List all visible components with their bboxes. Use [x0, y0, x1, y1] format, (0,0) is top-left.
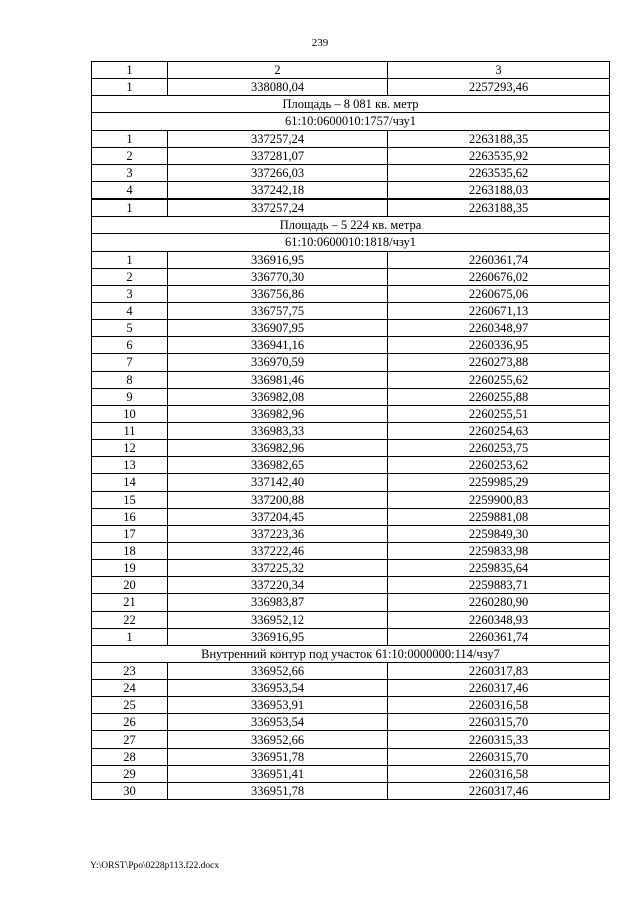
y-coordinate-cell: 2260315,33 — [388, 731, 610, 748]
table-row — [92, 302, 610, 319]
y-coordinate-cell: 2257293,46 — [388, 79, 610, 96]
x-coordinate-cell: 336770,30 — [168, 268, 388, 285]
table-row — [92, 130, 610, 147]
table-row — [92, 199, 610, 217]
table-row — [92, 268, 610, 285]
y-coordinate-cell: 2259985,29 — [388, 474, 610, 491]
x-coordinate-cell: 336916,95 — [168, 251, 388, 268]
point-number-cell: 25 — [92, 697, 168, 714]
y-coordinate-cell: 2260676,02 — [388, 268, 610, 285]
point-number-cell: 6 — [92, 337, 168, 354]
table-row — [92, 457, 610, 474]
x-coordinate-cell: 336916,95 — [168, 628, 388, 645]
table-caption-row — [92, 645, 610, 662]
x-coordinate-cell: 336983,87 — [168, 594, 388, 611]
table-row — [92, 164, 610, 181]
y-coordinate-cell: 2263188,35 — [388, 130, 610, 147]
x-coordinate-cell: 337223,36 — [168, 525, 388, 542]
x-coordinate-cell: 336757,75 — [168, 302, 388, 319]
point-number-cell: 1 — [92, 251, 168, 268]
point-number-cell: 2 — [92, 147, 168, 164]
x-coordinate-cell: 336982,08 — [168, 388, 388, 405]
point-number-cell: 30 — [92, 782, 168, 799]
y-coordinate-cell: 2260317,46 — [388, 680, 610, 697]
y-coordinate-cell: 2259833,98 — [388, 542, 610, 559]
table-row — [92, 714, 610, 731]
x-coordinate-cell: 336953,91 — [168, 697, 388, 714]
x-coordinate-cell: 337222,46 — [168, 542, 388, 559]
table-caption-row — [92, 113, 610, 130]
x-coordinate-cell: 336982,96 — [168, 405, 388, 422]
x-coordinate-cell: 336952,66 — [168, 662, 388, 679]
table-row — [92, 765, 610, 782]
y-coordinate-cell: 2260255,88 — [388, 388, 610, 405]
table-row — [92, 697, 610, 714]
y-coordinate-cell: 2260273,88 — [388, 354, 610, 371]
point-number-cell: 15 — [92, 491, 168, 508]
table-row — [92, 337, 610, 354]
table-row — [92, 731, 610, 748]
table-row — [92, 748, 610, 765]
x-coordinate-cell: 337225,32 — [168, 560, 388, 577]
x-coordinate-cell: 337257,24 — [168, 199, 388, 217]
y-coordinate-cell: 2263188,35 — [388, 199, 610, 217]
point-number-cell: 5 — [92, 320, 168, 337]
x-coordinate-cell: 337257,24 — [168, 130, 388, 147]
x-coordinate-cell: 336907,95 — [168, 320, 388, 337]
x-coordinate-cell: 336756,86 — [168, 285, 388, 302]
y-coordinate-cell: 2259900,83 — [388, 491, 610, 508]
y-coordinate-cell: 2260348,93 — [388, 611, 610, 628]
y-coordinate-cell: 2260280,90 — [388, 594, 610, 611]
table-row — [92, 782, 610, 799]
coordinates-table — [91, 61, 610, 800]
x-coordinate-cell: 336951,41 — [168, 765, 388, 782]
point-number-cell: 1 — [92, 79, 168, 96]
table-row — [92, 611, 610, 628]
x-coordinate-cell: 337242,18 — [168, 181, 388, 199]
y-coordinate-cell: 2260255,51 — [388, 405, 610, 422]
y-coordinate-cell: 2260348,97 — [388, 320, 610, 337]
point-number-cell: 8 — [92, 371, 168, 388]
table-row — [92, 405, 610, 422]
table-caption-row — [92, 234, 610, 251]
table-row — [92, 354, 610, 371]
table-row — [92, 181, 610, 199]
table-row — [92, 662, 610, 679]
table-row — [92, 560, 610, 577]
section-caption: Внутренний контур под участок 61:10:0000000:114/чзу7 — [92, 645, 610, 662]
table-row — [92, 388, 610, 405]
y-coordinate-cell: 2260317,46 — [388, 782, 610, 799]
table-row — [92, 371, 610, 388]
table-header-row — [92, 62, 610, 79]
table-caption-row — [92, 96, 610, 113]
y-coordinate-cell: 2260316,58 — [388, 697, 610, 714]
point-number-cell: 13 — [92, 457, 168, 474]
table-caption-row — [92, 217, 610, 234]
y-coordinate-cell: 2259881,08 — [388, 508, 610, 525]
point-number-cell: 7 — [92, 354, 168, 371]
table-row — [92, 251, 610, 268]
point-number-cell: 22 — [92, 611, 168, 628]
x-coordinate-cell: 336941,16 — [168, 337, 388, 354]
table-row — [92, 542, 610, 559]
point-number-cell: 21 — [92, 594, 168, 611]
x-coordinate-cell: 338080,04 — [168, 79, 388, 96]
table-row — [92, 525, 610, 542]
y-coordinate-cell: 2260671,13 — [388, 302, 610, 319]
point-number-cell: 1 — [92, 199, 168, 217]
x-coordinate-cell: 337266,03 — [168, 164, 388, 181]
y-coordinate-cell: 2260675,06 — [388, 285, 610, 302]
section-caption: 61:10:0600010:1757/чзу1 — [92, 113, 610, 130]
section-caption: 61:10:0600010:1818/чзу1 — [92, 234, 610, 251]
table-row — [92, 422, 610, 439]
x-coordinate-cell: 337220,34 — [168, 577, 388, 594]
x-coordinate-cell: 336951,78 — [168, 782, 388, 799]
x-coordinate-cell: 336970,59 — [168, 354, 388, 371]
x-coordinate-cell: 336981,46 — [168, 371, 388, 388]
table-row — [92, 320, 610, 337]
y-coordinate-cell: 2260336,95 — [388, 337, 610, 354]
section-caption: Площадь – 8 081 кв. метр — [92, 96, 610, 113]
point-number-cell: 10 — [92, 405, 168, 422]
coordinates-table-body — [92, 62, 610, 800]
point-number-cell: 14 — [92, 474, 168, 491]
table-row — [92, 285, 610, 302]
x-coordinate-cell: 336953,54 — [168, 680, 388, 697]
y-coordinate-cell: 2260253,62 — [388, 457, 610, 474]
y-coordinate-cell: 2260361,74 — [388, 628, 610, 645]
table-row — [92, 491, 610, 508]
table-row — [92, 680, 610, 697]
y-coordinate-cell: 2260317,83 — [388, 662, 610, 679]
point-number-cell: 20 — [92, 577, 168, 594]
x-coordinate-cell: 336982,65 — [168, 457, 388, 474]
point-number-cell: 28 — [92, 748, 168, 765]
y-coordinate-cell: 2263188,03 — [388, 181, 610, 199]
column-header-x: 2 — [168, 62, 388, 79]
x-coordinate-cell: 337281,07 — [168, 147, 388, 164]
y-coordinate-cell: 2263535,62 — [388, 164, 610, 181]
y-coordinate-cell: 2259849,30 — [388, 525, 610, 542]
y-coordinate-cell: 2260316,58 — [388, 765, 610, 782]
table-row — [92, 628, 610, 645]
section-caption: Площадь – 5 224 кв. метра — [92, 217, 610, 234]
x-coordinate-cell: 336953,54 — [168, 714, 388, 731]
point-number-cell: 27 — [92, 731, 168, 748]
x-coordinate-cell: 336952,66 — [168, 731, 388, 748]
point-number-cell: 11 — [92, 422, 168, 439]
y-coordinate-cell: 2260315,70 — [388, 748, 610, 765]
point-number-cell: 24 — [92, 680, 168, 697]
y-coordinate-cell: 2263535,92 — [388, 147, 610, 164]
point-number-cell: 9 — [92, 388, 168, 405]
footer-file-path: Y:\ORST\Ppo\0228p113.f22.docx — [90, 861, 220, 871]
table-row — [92, 577, 610, 594]
y-coordinate-cell: 2260253,75 — [388, 440, 610, 457]
table-row — [92, 79, 610, 96]
point-number-cell: 3 — [92, 164, 168, 181]
point-number-cell: 4 — [92, 181, 168, 199]
table-row — [92, 508, 610, 525]
x-coordinate-cell: 336952,12 — [168, 611, 388, 628]
table-row — [92, 440, 610, 457]
y-coordinate-cell: 2260255,62 — [388, 371, 610, 388]
point-number-cell: 4 — [92, 302, 168, 319]
x-coordinate-cell: 336951,78 — [168, 748, 388, 765]
table-row — [92, 594, 610, 611]
point-number-cell: 23 — [92, 662, 168, 679]
point-number-cell: 3 — [92, 285, 168, 302]
column-header-point-number: 1 — [92, 62, 168, 79]
point-number-cell: 1 — [92, 628, 168, 645]
point-number-cell: 16 — [92, 508, 168, 525]
table-row — [92, 147, 610, 164]
point-number-cell: 2 — [92, 268, 168, 285]
y-coordinate-cell: 2260315,70 — [388, 714, 610, 731]
y-coordinate-cell: 2259835,64 — [388, 560, 610, 577]
x-coordinate-cell: 337200,88 — [168, 491, 388, 508]
x-coordinate-cell: 336982,96 — [168, 440, 388, 457]
x-coordinate-cell: 337142,40 — [168, 474, 388, 491]
x-coordinate-cell: 337204,45 — [168, 508, 388, 525]
point-number-cell: 26 — [92, 714, 168, 731]
page-number: 239 — [311, 37, 329, 49]
y-coordinate-cell: 2259883,71 — [388, 577, 610, 594]
y-coordinate-cell: 2260361,74 — [388, 251, 610, 268]
column-header-y: 3 — [388, 62, 610, 79]
x-coordinate-cell: 336983,33 — [168, 422, 388, 439]
point-number-cell: 19 — [92, 560, 168, 577]
point-number-cell: 29 — [92, 765, 168, 782]
point-number-cell: 1 — [92, 130, 168, 147]
table-row — [92, 474, 610, 491]
point-number-cell: 12 — [92, 440, 168, 457]
point-number-cell: 18 — [92, 542, 168, 559]
point-number-cell: 17 — [92, 525, 168, 542]
y-coordinate-cell: 2260254,63 — [388, 422, 610, 439]
